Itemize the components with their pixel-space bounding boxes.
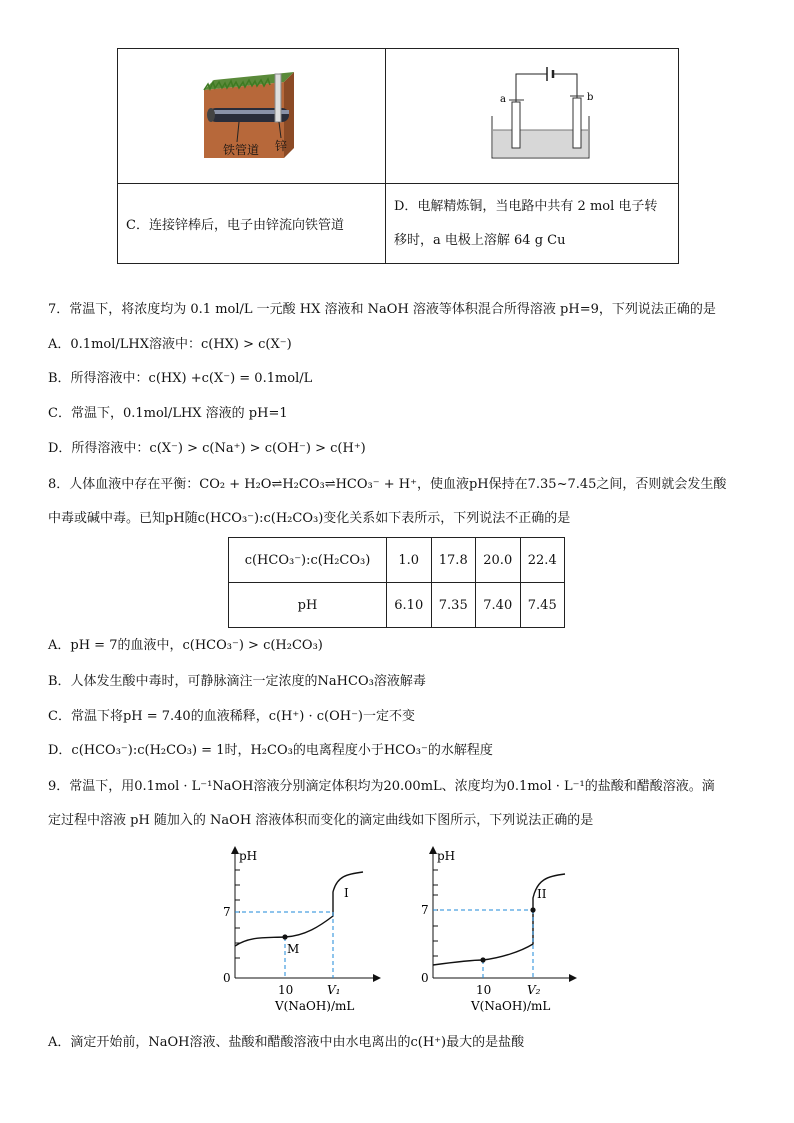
ratio-cell: 22.4 bbox=[520, 538, 565, 583]
pipe-label: 铁管道 bbox=[223, 143, 260, 157]
ph-cell: 7.40 bbox=[476, 583, 521, 628]
ratio-header: c(HCO₃⁻):c(H₂CO₃) bbox=[229, 538, 387, 583]
q7-option-c: C．常温下，0.1mol/LHX 溶液的 pH=1 bbox=[48, 406, 288, 421]
ratio-cell: 1.0 bbox=[387, 538, 432, 583]
q9-option-a: A．滴定开始前，NaOH溶液、盐酸和醋酸溶液中由水电离出的c(H⁺)最大的是盐酸 bbox=[48, 1035, 525, 1050]
y-tick-7: 7 bbox=[223, 905, 231, 919]
q6-option-d-line1: D．电解精炼铜，当电路中共有 2 mol 电子转 bbox=[394, 198, 658, 214]
titration-curve-1 bbox=[235, 872, 363, 946]
ratio-cell: 17.8 bbox=[431, 538, 476, 583]
x-tick-v2: V₂ bbox=[527, 983, 541, 997]
ph-cell: 7.35 bbox=[431, 583, 476, 628]
y-tick-7: 7 bbox=[421, 903, 429, 917]
q7-stem: 7．常温下，将浓度均为 0.1 mol/L 一元酸 HX 溶液和 NaOH 溶液等体积混合所得溶液 pH=9，下列说法正确的是 bbox=[48, 302, 716, 317]
electrode-b-label: b bbox=[587, 92, 594, 103]
ph-cell: 7.45 bbox=[520, 583, 565, 628]
y-axis-label: pH bbox=[437, 849, 456, 863]
q8-option-d: D．c(HCO₃⁻):c(H₂CO₃) = 1时，H₂CO₃的电离程度小于HCO₃⁻的水解程度 bbox=[48, 743, 493, 758]
q6-option-d bbox=[386, 184, 679, 264]
titration-chart-2 bbox=[395, 842, 580, 1020]
q8-option-a: A．pH = 7的血液中，c(HCO₃⁻) > c(H₂CO₃) bbox=[48, 638, 323, 653]
point-m-label: M bbox=[287, 942, 300, 956]
electrolysis-cell-diagram bbox=[387, 50, 677, 178]
ratio-cell: 20.0 bbox=[476, 538, 521, 583]
iron-pipe-zinc-diagram bbox=[119, 50, 384, 178]
q8-option-b: B．人体发生酸中毒时，可静脉滴注一定浓度的NaHCO₃溶液解毒 bbox=[48, 674, 426, 689]
q6-option-c: C．连接锌棒后，电子由锌流向铁管道 bbox=[118, 184, 386, 264]
curve-label-1: I bbox=[344, 886, 349, 900]
x-axis-label: V(NaOH)/mL bbox=[275, 999, 355, 1013]
y-axis-label: pH bbox=[239, 849, 258, 863]
y-tick-0: 0 bbox=[421, 971, 429, 985]
titration-chart-1 bbox=[205, 842, 385, 1020]
ph-cell: 6.10 bbox=[387, 583, 432, 628]
q8-stem-line1: 8．人体血液中存在平衡：CO₂ + H₂O⇌H₂CO₃⇌HCO₃⁻ + H⁺，使血液pH保持在7.35~7.45之间，否则就会发生酸 bbox=[48, 477, 727, 492]
x-tick-10: 10 bbox=[278, 983, 294, 997]
y-ticks bbox=[433, 870, 438, 956]
start-point bbox=[480, 957, 485, 962]
x-tick-10: 10 bbox=[476, 983, 492, 997]
electrode-a-label: a bbox=[500, 94, 506, 105]
ph-header: pH bbox=[229, 583, 387, 628]
point-m bbox=[282, 934, 287, 939]
curve-label-2: II bbox=[537, 887, 547, 901]
q6-table bbox=[117, 48, 679, 264]
x-tick-v1: V₁ bbox=[327, 983, 341, 997]
q9-stem-line2: 定过程中溶液 pH 随加入的 NaOH 溶液体积而变化的滴定曲线如下图所示，下列说法正确的是 bbox=[48, 813, 594, 828]
q8-ph-table bbox=[228, 537, 565, 628]
q8-option-c: C．常温下将pH = 7.40的血液稀释，c(H⁺) · c(OH⁻)一定不变 bbox=[48, 709, 416, 724]
electrolysis-diagram-cell bbox=[386, 49, 679, 184]
q6-option-d-line2: 移时，a 电极上溶解 64 g Cu bbox=[394, 232, 566, 248]
q9-stem-line1: 9．常温下，用0.1mol · L⁻¹NaOH溶液分别滴定体积均为20.00mL、浓度均为0.1mol · L⁻¹的盐酸和醋酸溶液。滴 bbox=[48, 779, 715, 794]
q8-stem-line2: 中毒或碱中毒。已知pH随c(HCO₃⁻):c(H₂CO₃)变化关系如下表所示，下列说法不正确的是 bbox=[48, 511, 571, 526]
pipe-diagram-cell bbox=[118, 49, 386, 184]
q7-option-d: D．所得溶液中：c(X⁻) > c(Na⁺) > c(OH⁻) > c(H⁺) bbox=[48, 441, 366, 456]
q7-option-a: A．0.1mol/LHX溶液中：c(HX) > c(X⁻) bbox=[48, 337, 292, 352]
y-tick-0: 0 bbox=[223, 971, 231, 985]
zinc-label: 锌 bbox=[275, 139, 288, 153]
q7-option-b: B．所得溶液中：c(HX) +c(X⁻) = 0.1mol/L bbox=[48, 371, 313, 386]
equivalence-point bbox=[530, 907, 535, 912]
x-axis-label: V(NaOH)/mL bbox=[471, 999, 551, 1013]
